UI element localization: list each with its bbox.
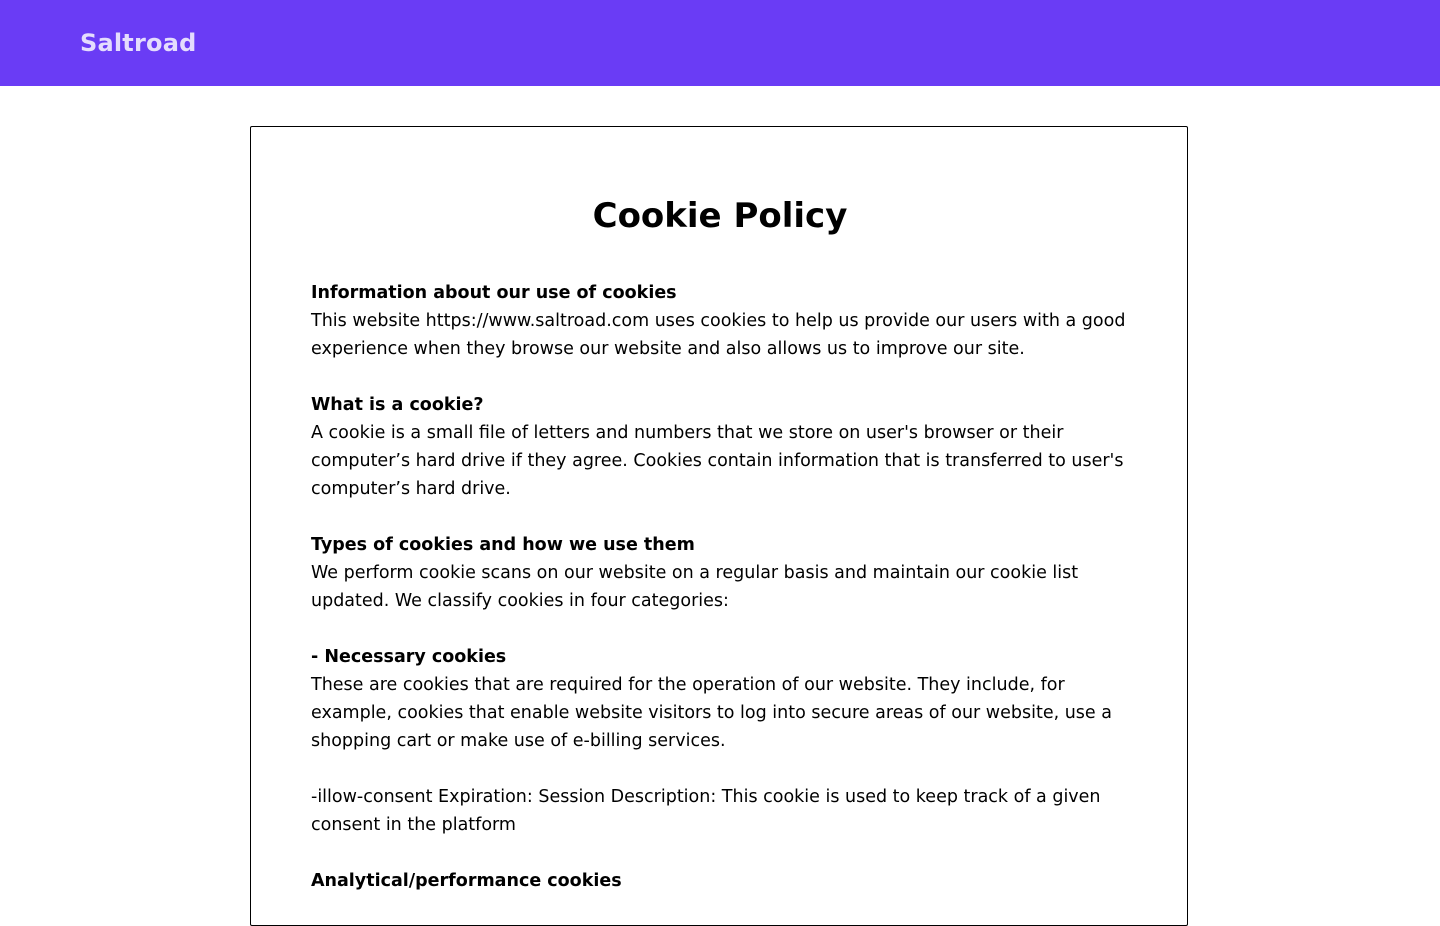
policy-section-analytical-cookies [311, 867, 1131, 895]
section-heading: Information about our use of cookies [311, 283, 677, 303]
policy-section-necessary-cookies [311, 643, 1131, 755]
section-body: -illow-consent Expiration: Session Description: This cookie is used to keep track of a given consent in the platform [311, 787, 1101, 835]
cookie-policy-card [250, 126, 1188, 926]
policy-section-cookie-types [311, 531, 1131, 615]
brand-logo-link[interactable]: Saltroad [80, 29, 197, 57]
section-heading: What is a cookie? [311, 395, 484, 415]
policy-section-what-is-cookie [311, 391, 1131, 503]
top-navigation-bar [0, 0, 1440, 86]
section-body: This website https://www.saltroad.com uses cookies to help us provide our users with a good experience when they browse our website and also allows us to improve our site. [311, 311, 1126, 359]
section-body: We perform cookie scans on our website on a regular basis and maintain our cookie list updated. We classify cookies in four categories: [311, 563, 1079, 611]
policy-section-cookie-use [311, 279, 1131, 363]
section-heading: Types of cookies and how we use them [311, 535, 695, 555]
section-heading: - Necessary cookies [311, 647, 507, 667]
section-heading: Analytical/performance cookies [311, 871, 622, 891]
policy-section-consent-cookie [311, 783, 1131, 839]
section-body: These are cookies that are required for the operation of our website. They include, for example, cookies that enable website visitors to log into secure areas of our website, use a shopping cart or make use of e-billing services. [311, 675, 1112, 751]
page-title: Cookie Policy [592, 196, 848, 236]
policy-content [311, 279, 1131, 923]
section-body: A cookie is a small file of letters and numbers that we store on user's browser or their computer’s hard drive if they agree. Cookies contain information that is transferred to user's computer’s hard drive. [311, 423, 1124, 499]
